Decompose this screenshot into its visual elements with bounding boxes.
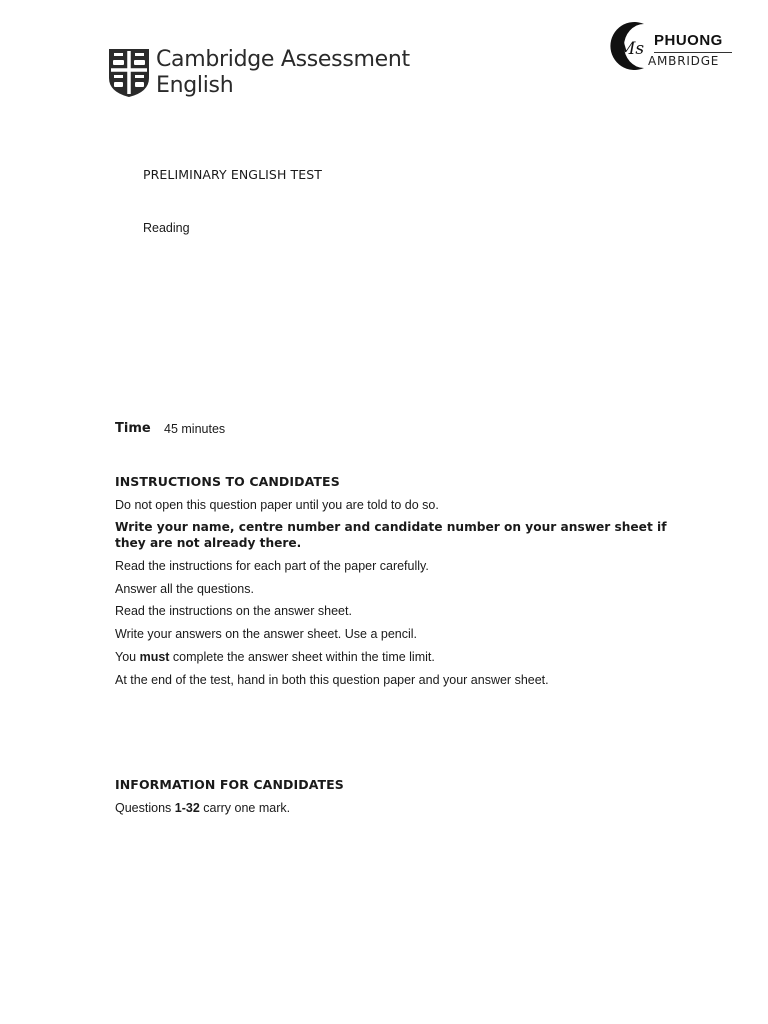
cambridge-logo-line2: English <box>156 73 234 98</box>
cambridge-shield-icon <box>108 48 150 98</box>
information-emphasis: 1-32 <box>174 801 200 815</box>
cambridge-logo-line1: Cambridge Assessment <box>156 47 410 72</box>
phuong-divider <box>654 52 732 53</box>
instruction-text: complete the answer sheet within the time limit. <box>169 650 435 664</box>
information-text: carry one mark. <box>199 801 291 815</box>
phuong-name: PHUONG <box>654 32 723 49</box>
information-heading: INFORMATION FOR CANDIDATES <box>115 777 344 792</box>
instruction-line-bold: Write your name, centre number and candidate number on your answer sheet if they are not already there. <box>115 520 667 550</box>
ms-phuong-logo <box>604 18 736 74</box>
instruction-line: At the end of the test, hand in both this question paper and your answer sheet. <box>115 673 549 687</box>
cambridge-assessment-logo <box>108 46 408 102</box>
time-label: Time <box>115 421 151 436</box>
instruction-line: Answer all the questions. <box>115 582 254 596</box>
information-line <box>115 800 290 816</box>
instruction-emphasis: must <box>139 650 170 664</box>
paper-name: Reading <box>143 221 190 235</box>
instruction-line: Read the instructions on the answer sheet. <box>115 604 352 618</box>
ms-script-text: Ms <box>618 39 645 59</box>
instructions-heading: INSTRUCTIONS TO CANDIDATES <box>115 474 340 489</box>
instruction-line <box>115 649 435 665</box>
test-title: PRELIMINARY ENGLISH TEST <box>143 167 323 182</box>
phuong-subtitle: AMBRIDGE <box>648 54 720 68</box>
instruction-line: Do not open this question paper until you are told to do so. <box>115 498 439 512</box>
instruction-line: Read the instructions for each part of the paper carefully. <box>115 559 429 573</box>
instruction-text: You <box>115 650 140 664</box>
instruction-line: Write your answers on the answer sheet. Use a pencil. <box>115 627 417 641</box>
information-text: Questions <box>115 801 175 815</box>
time-value: 45 minutes <box>164 422 226 436</box>
